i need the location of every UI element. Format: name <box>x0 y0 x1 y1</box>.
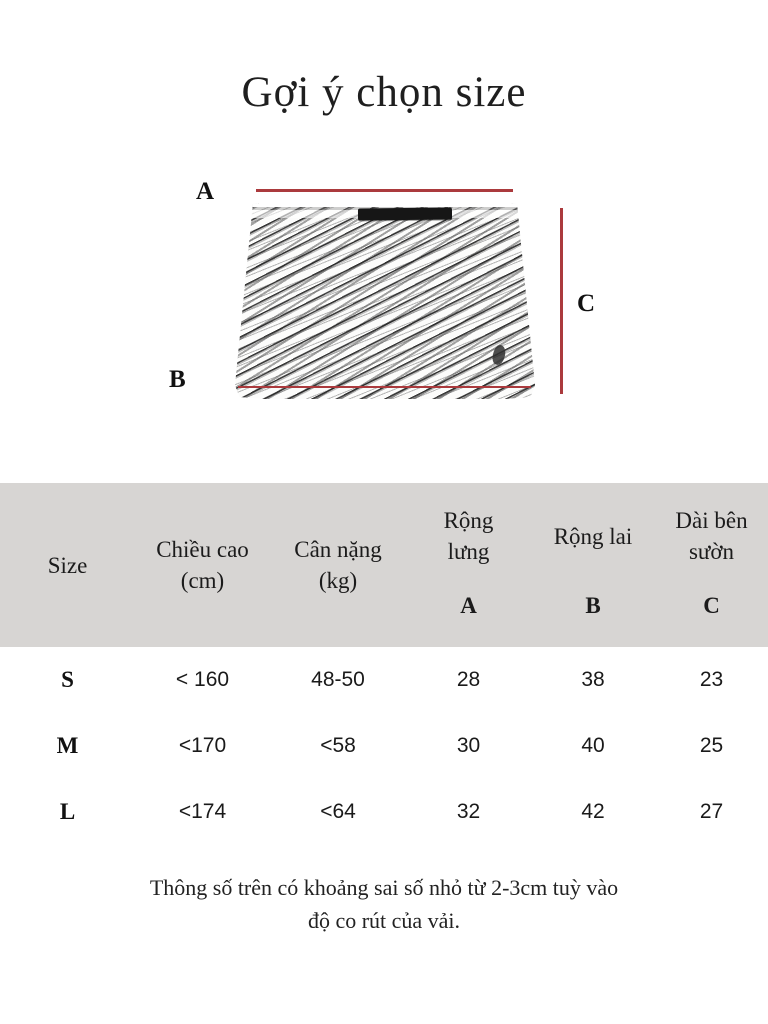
table-row-l <box>0 779 768 845</box>
brand-charm <box>490 344 508 367</box>
table-header-waist-width <box>406 483 531 647</box>
header-letter-c: C <box>703 593 720 618</box>
header-label: Size <box>47 552 88 578</box>
cell-side-length: 25 <box>699 734 724 757</box>
table-header-height <box>135 483 270 647</box>
table-header-size <box>0 483 135 647</box>
measure-label-b: B <box>169 366 186 393</box>
hem-width-line <box>238 386 531 388</box>
table-header-side-length <box>655 483 768 647</box>
row-size-label: S <box>61 667 74 692</box>
page-title: Gợi ý chọn size <box>241 69 527 116</box>
cell-height: <170 <box>178 734 227 757</box>
cell-height: < 160 <box>175 668 230 691</box>
cell-hem-width: 42 <box>581 800 605 823</box>
cell-side-length: 27 <box>699 800 724 823</box>
cell-weight: <64 <box>320 800 356 823</box>
cell-weight: 48-50 <box>311 668 365 691</box>
tolerance-note-line1: Thông số trên có khoảng sai số nhỏ từ 2-3cm tuỳ vào <box>149 875 619 900</box>
waist-width-line <box>256 189 513 192</box>
cell-waist-width: 30 <box>456 734 481 757</box>
cell-waist-width: 28 <box>456 668 481 691</box>
header-label: Dài bên sườn <box>675 508 748 564</box>
tolerance-note <box>0 871 768 937</box>
table-header-hem-width <box>531 483 655 647</box>
skirt-image <box>235 203 535 399</box>
header-letter-a: A <box>460 593 477 618</box>
measure-label-c: C <box>577 290 596 317</box>
header-label: Rộng lưng <box>443 508 494 564</box>
cell-hem-width: 38 <box>581 668 605 691</box>
table-row-m <box>0 713 768 779</box>
header-label: Cân nặng (kg) <box>294 537 382 593</box>
row-size-label: L <box>59 799 76 824</box>
cell-waist-width: 32 <box>456 800 481 823</box>
brand-waistband-tag <box>358 208 452 221</box>
cell-hem-width: 40 <box>581 734 605 757</box>
size-diagram <box>0 0 768 480</box>
tolerance-note-line2: độ co rút của vải. <box>307 908 461 933</box>
size-table-body <box>0 647 768 845</box>
size-table-header <box>0 483 768 647</box>
header-label: Rộng lai <box>553 523 633 549</box>
measure-label-a: A <box>196 178 215 205</box>
row-size-label: M <box>56 733 79 758</box>
cell-weight: <58 <box>320 734 356 757</box>
table-header-weight <box>270 483 406 647</box>
header-label: Chiều cao (cm) <box>156 537 249 593</box>
header-letter-b: B <box>585 593 601 618</box>
table-row-s <box>0 647 768 713</box>
cell-height: <174 <box>178 800 227 823</box>
side-length-line <box>560 208 563 394</box>
cell-side-length: 23 <box>699 668 724 691</box>
